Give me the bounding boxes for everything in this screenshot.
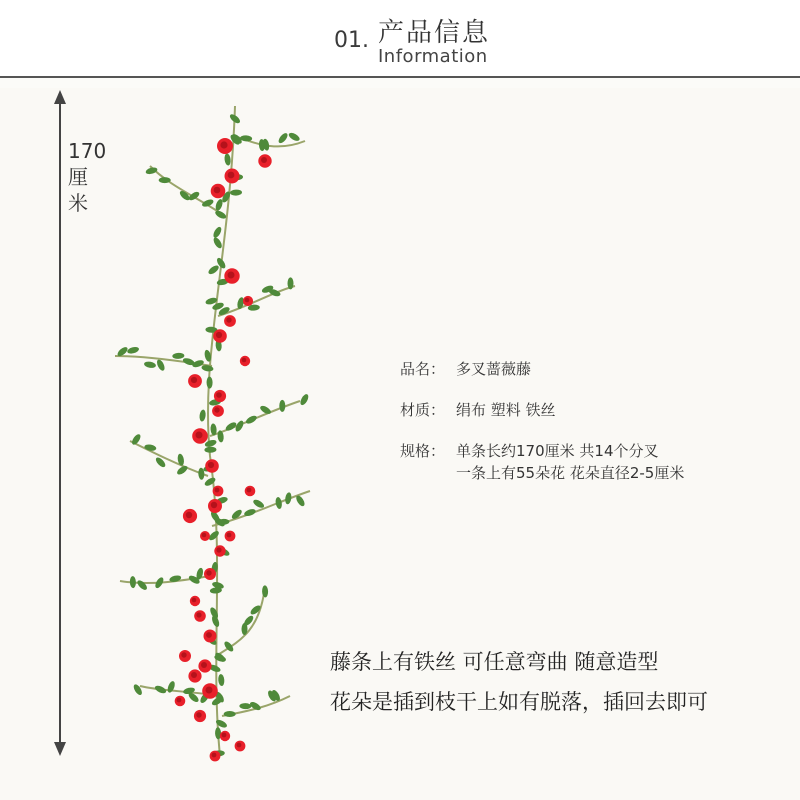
spec-row-size — [400, 440, 684, 484]
feature-notes — [330, 642, 708, 722]
spec-label: 品名： — [400, 360, 446, 378]
spec-value: 单条长约170厘米 共14个分叉 — [456, 442, 659, 460]
spec-row-name — [400, 358, 684, 380]
spec-value: 绢布 塑料 铁丝 — [456, 401, 556, 419]
feature-line: 藤条上有铁丝 可任意弯曲 随意造型 — [330, 650, 659, 674]
height-value: 170 — [68, 139, 107, 163]
spec-label: 规格： — [400, 442, 446, 460]
section-number: 01. — [334, 28, 369, 53]
rose-vine-image — [100, 96, 330, 766]
spec-row-material — [400, 399, 684, 421]
header-divider — [0, 76, 800, 78]
section-title-cn: 产品信息 — [378, 18, 491, 48]
section-title-en: Information — [378, 46, 488, 67]
height-unit-2: 米 — [68, 191, 88, 215]
spec-value: 多叉蔷薇藤 — [456, 360, 532, 378]
spec-label: 材质： — [400, 401, 446, 419]
spec-value: 一条上有55朵花 花朵直径2-5厘米 — [456, 464, 685, 482]
height-unit-1: 厘 — [68, 165, 88, 189]
feature-line: 花朵是插到枝干上如有脱落，插回去即可 — [330, 690, 708, 714]
spec-list — [400, 358, 684, 503]
page-header — [0, 0, 800, 78]
